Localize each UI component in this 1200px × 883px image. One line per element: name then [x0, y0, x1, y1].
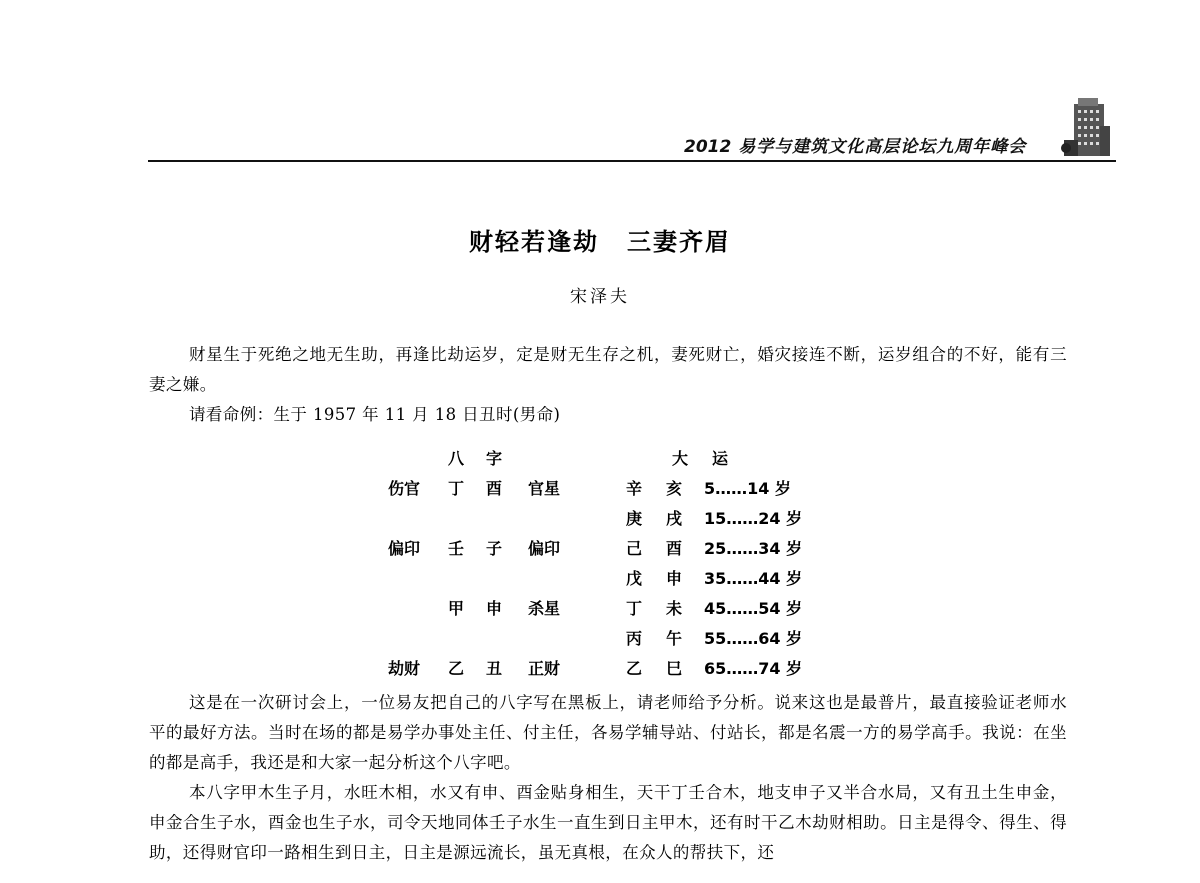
- luck-2-ages: 15……24 岁: [704, 509, 803, 528]
- paragraph-1: 财星生于死绝之地无生助，再逢比劫运岁，定是财无生存之机，妻死财亡，婚灾接连不断，运岁组合的不好，能有三妻之嫌。: [149, 345, 1067, 394]
- pillar-2-left: 偏印: [388, 539, 421, 558]
- luck-5-ages: 45……54 岁: [704, 599, 803, 618]
- paragraph-4: 本八字甲木生子月，水旺木相，水又有申、酉金贴身相生，天干丁壬合木，地支申子又半合水局，又有丑土生申金，申金合生子水，酉金也生子水，司令天地同体壬子水生一直生到日主甲木，还有时干乙木劫财相助。日主是得令、得生、得助，还得财官印一路相生到日主，日主是源远流长，虽无真根，在众人的帮扶下，还: [149, 783, 1067, 862]
- luck-2-stem: 庚: [626, 509, 643, 528]
- paragraph-2: 请看命例：生于 1957 年 11 月 18 日丑时(男命): [189, 405, 561, 424]
- pillar-3-branch: 申: [486, 599, 503, 618]
- paragraph-3: 这是在一次研讨会上，一位易友把自己的八字写在黑板上，请老师给予分析。说来这也是最普片，最直接验证老师水平的最好方法。当时在场的都是易学办事处主任、付主任，各易学辅导站、付站长，都是名震一方的易学高手。我说：在坐的都是高手，我还是和大家一起分析这个八字吧。: [149, 693, 1067, 772]
- luck-1-branch: 亥: [666, 479, 683, 498]
- pillar-3-stem: 甲: [448, 599, 465, 618]
- pillar-4-stem: 乙: [448, 659, 465, 678]
- dayun-heading-2: 运: [712, 449, 729, 468]
- luck-4-stem: 戊: [626, 569, 643, 588]
- pillar-4-right: 正财: [528, 659, 561, 678]
- luck-1-stem: 辛: [626, 479, 643, 498]
- pillar-2-stem: 壬: [448, 539, 465, 558]
- luck-4-ages: 35……44 岁: [704, 569, 803, 588]
- luck-6-stem: 丙: [626, 629, 643, 648]
- luck-3-ages: 25……34 岁: [704, 539, 803, 558]
- pillar-4-left: 劫财: [388, 659, 421, 678]
- luck-6-branch: 午: [666, 629, 683, 648]
- header-rule: [148, 160, 1116, 162]
- bazi-heading-2: 字: [486, 449, 503, 468]
- header-title: 易学与建筑文化高层论坛九周年峰会: [738, 137, 1027, 157]
- header-year: 2012: [684, 137, 732, 157]
- building-tower-icon: [1060, 96, 1112, 158]
- luck-3-branch: 酉: [666, 539, 683, 558]
- pillar-1-left: 伤官: [388, 479, 421, 498]
- title-part-1: 财轻若逢劫: [469, 228, 599, 256]
- pillar-2-right: 偏印: [528, 539, 561, 558]
- article-title: [0, 222, 1200, 257]
- luck-5-stem: 丁: [626, 599, 643, 618]
- luck-2-branch: 戌: [666, 509, 683, 528]
- title-part-2: 三妻齐眉: [627, 228, 731, 256]
- luck-5-branch: 未: [666, 599, 683, 618]
- author-name: 宋泽夫: [570, 287, 630, 307]
- running-header: [684, 132, 1026, 157]
- pillar-1-stem: 丁: [448, 479, 465, 498]
- luck-7-stem: 乙: [626, 659, 643, 678]
- luck-6-ages: 55……64 岁: [704, 629, 803, 648]
- luck-4-branch: 申: [666, 569, 683, 588]
- dayun-heading-1: 大: [672, 449, 689, 468]
- pillar-4-branch: 丑: [486, 659, 503, 678]
- luck-7-branch: 巳: [666, 659, 683, 678]
- luck-3-stem: 己: [626, 539, 643, 558]
- pillar-1-right: 官星: [528, 479, 561, 498]
- pillar-1-branch: 酉: [486, 479, 503, 498]
- pillar-3-right: 杀星: [528, 599, 561, 618]
- bazi-heading-1: 八: [448, 449, 465, 468]
- luck-7-ages: 65……74 岁: [704, 659, 803, 678]
- pillar-2-branch: 子: [486, 539, 503, 558]
- luck-1-ages: 5……14 岁: [704, 479, 791, 498]
